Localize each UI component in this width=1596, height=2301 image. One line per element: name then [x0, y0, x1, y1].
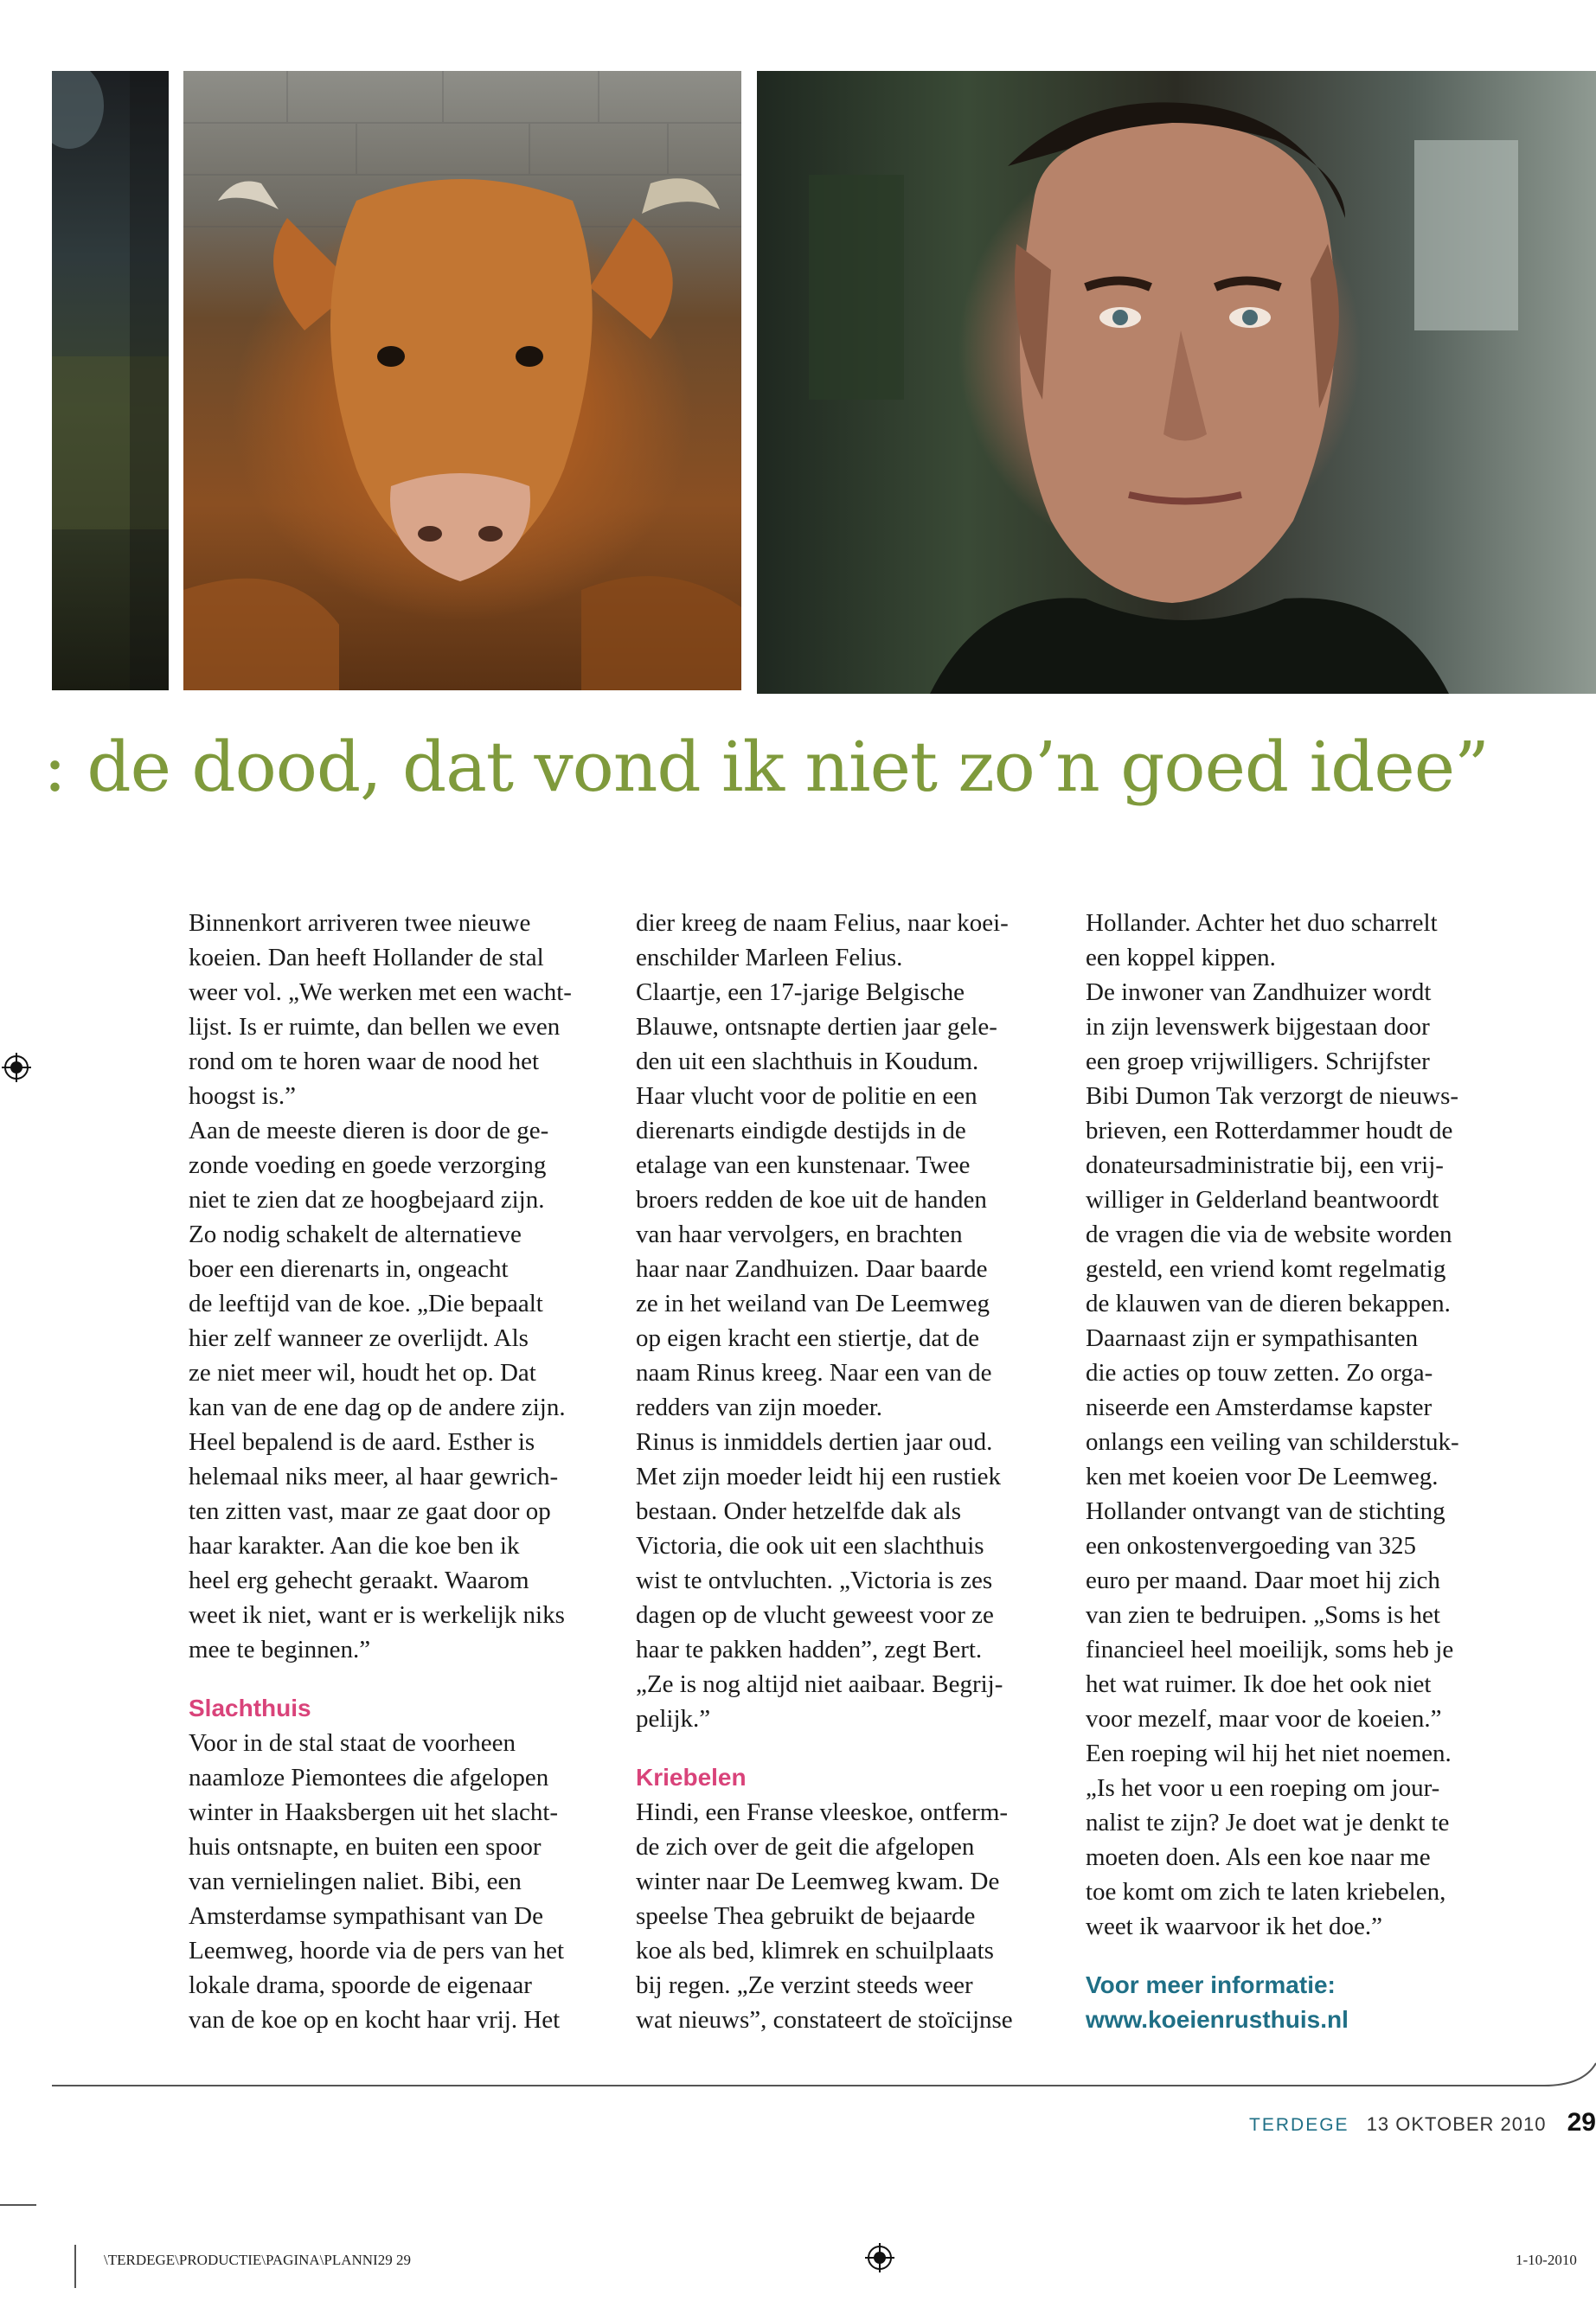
- body-line: kan van de ene dag op de andere zijn.: [189, 1394, 566, 1421]
- print-slug-path: \TERDEGE\PRODUCTIE\PAGINA\PLANNI29 29: [104, 2252, 411, 2268]
- body-line: van zien te bedruipen. „Soms is het: [1086, 1601, 1440, 1629]
- article-column-3: [1086, 906, 1509, 2037]
- body-line: dierenarts eindigde destijds in de: [636, 1117, 966, 1144]
- body-line: haar te pakken hadden”, zegt Bert.: [636, 1636, 983, 1663]
- body-line: de klauwen van de dieren bekappen.: [1086, 1290, 1451, 1317]
- photo-cow: [183, 71, 741, 690]
- body-line: speelse Thea gebruikt de bejaarde: [636, 1902, 976, 1930]
- body-line: ken met koeien voor De Leemweg.: [1086, 1463, 1439, 1490]
- body-line: onlangs een veiling van schilderstuk-: [1086, 1428, 1459, 1456]
- body-line: haar karakter. Aan die koe ben ik: [189, 1532, 520, 1560]
- body-line: nalist te zijn? Je doet wat je denkt te: [1086, 1809, 1450, 1836]
- article-column-1: [189, 906, 612, 2037]
- body-line: een onkostenvergoeding van 325: [1086, 1532, 1417, 1560]
- body-line: Amsterdamse sympathisant van De: [189, 1902, 543, 1930]
- headline: : de dood, dat vond ik niet zo’n goed idee”: [43, 727, 1489, 807]
- body-line: zonde voeding en goede verzorging: [189, 1151, 547, 1179]
- body-line: etalage van een kunstenaar. Twee: [636, 1151, 971, 1179]
- body-line: „Ze is nog altijd niet aaibaar. Begrij-: [636, 1670, 1003, 1698]
- body-line: rond om te horen waar de nood het: [189, 1048, 540, 1075]
- info-url: www.koeienrusthuis.nl: [1086, 2006, 1349, 2033]
- body-line: Claartje, een 17-jarige Belgische: [636, 978, 965, 1006]
- body-line: financieel heel moeilijk, soms heb je: [1086, 1636, 1454, 1663]
- body-line: toe komt om zich te laten kriebelen,: [1086, 1878, 1446, 1906]
- crop-mark-vertical: [74, 2245, 76, 2288]
- registration-mark-bottom-icon: [865, 2243, 894, 2272]
- body-line: mee te beginnen.”: [189, 1636, 371, 1663]
- body-line: de vragen die via de website worden: [1086, 1221, 1452, 1248]
- body-line: Daarnaast zijn er sympathisanten: [1086, 1324, 1419, 1352]
- body-line: op eigen kracht een stiertje, dat de: [636, 1324, 979, 1352]
- body-line: die acties op touw zetten. Zo orga-: [1086, 1359, 1433, 1387]
- body-line: Zo nodig schakelt de alternatieve: [189, 1221, 522, 1248]
- body-line: Blauwe, ontsnapte dertien jaar gele-: [636, 1013, 997, 1041]
- body-line: Heel bepalend is de aard. Esther is: [189, 1428, 535, 1456]
- body-line: Hollander ontvangt van de stichting: [1086, 1497, 1445, 1525]
- body-line: Met zijn moeder leidt hij een rustiek: [636, 1463, 1001, 1490]
- body-line: het wat ruimer. Ik doe het ook niet: [1086, 1670, 1432, 1698]
- footer-page-number: 29: [1567, 2108, 1596, 2137]
- subheading: Slachthuis: [189, 1695, 311, 1721]
- body-line: een koppel kippen.: [1086, 944, 1276, 971]
- body-line: donateursadministratie bij, een vrij-: [1086, 1151, 1444, 1179]
- body-line: williger in Gelderland beantwoordt: [1086, 1186, 1439, 1214]
- body-line: wist te ontvluchten. „Victoria is zes: [636, 1567, 993, 1594]
- body-line: lokale drama, spoorde de eigenaar: [189, 1971, 532, 1999]
- body-line: enschilder Marleen Felius.: [636, 944, 903, 971]
- body-line: heel erg gehecht geraakt. Waarom: [189, 1567, 529, 1594]
- body-line: Binnenkort arriveren twee nieuwe: [189, 909, 531, 937]
- body-line: helemaal niks meer, al haar gewrich-: [189, 1463, 559, 1490]
- body-line: naamloze Piemontees die afgelopen: [189, 1764, 549, 1791]
- body-line: voor mezelf, maar voor de koeien.”: [1086, 1705, 1442, 1733]
- body-line: gesteld, een vriend komt regelmatig: [1086, 1255, 1446, 1283]
- subheading: Kriebelen: [636, 1764, 747, 1791]
- body-line: de leeftijd van de koe. „Die bepaalt: [189, 1290, 543, 1317]
- body-line: koe als bed, klimrek en schuilplaats: [636, 1937, 994, 1965]
- body-line: van haar vervolgers, en brachten: [636, 1221, 963, 1248]
- body-line: dagen op de vlucht geweest voor ze: [636, 1601, 994, 1629]
- body-line: weer vol. „We werken met een wacht-: [189, 978, 572, 1006]
- body-line: Voor in de stal staat de voorheen: [189, 1729, 516, 1757]
- body-line: naam Rinus kreeg. Naar een van de: [636, 1359, 992, 1387]
- body-line: ten zitten vast, maar ze gaat door op: [189, 1497, 551, 1525]
- body-line: Een roeping wil hij het niet noemen.: [1086, 1740, 1452, 1767]
- body-line: De inwoner van Zandhuizer wordt: [1086, 978, 1432, 1006]
- body-line: in zijn levenswerk bijgestaan door: [1086, 1013, 1430, 1041]
- footer-issue-date: 13 OKTOBER 2010: [1366, 2113, 1547, 2135]
- body-line: koeien. Dan heeft Hollander de stal: [189, 944, 544, 971]
- body-line: moeten doen. Als een koe naar me: [1086, 1843, 1431, 1871]
- body-line: Aan de meeste dieren is door de ge-: [189, 1117, 549, 1144]
- body-line: boer een dierenarts in, ongeacht: [189, 1255, 509, 1283]
- body-line: Hindi, een Franse vleeskoe, ontferm-: [636, 1798, 1009, 1826]
- footer-magazine-name: TERDEGE: [1249, 2115, 1349, 2135]
- body-line: ze in het weiland van De Leemweg: [636, 1290, 990, 1317]
- print-slug-date: 1-10-2010: [1516, 2252, 1577, 2268]
- body-line: Haar vlucht voor de politie en een: [636, 1082, 977, 1110]
- registration-mark-left-icon: [2, 1053, 31, 1082]
- body-line: Bibi Dumon Tak verzorgt de nieuws-: [1086, 1082, 1459, 1110]
- body-line: hier zelf wanneer ze overlijdt. Als: [189, 1324, 529, 1352]
- photo-man-portrait: [757, 71, 1596, 694]
- body-line: euro per maand. Daar moet hij zich: [1086, 1567, 1440, 1594]
- article-column-2: [636, 906, 1060, 2037]
- page-frame-line: [52, 2059, 1596, 2093]
- body-line: dier kreeg de naam Felius, naar koei-: [636, 909, 1009, 937]
- body-line: niet te zien dat ze hoogbejaard zijn.: [189, 1186, 545, 1214]
- body-line: ze niet meer wil, houdt het op. Dat: [189, 1359, 536, 1387]
- body-line: Hollander. Achter het duo scharrelt: [1086, 909, 1438, 937]
- body-line: redders van zijn moeder.: [636, 1394, 883, 1421]
- body-line: van vernielingen naliet. Bibi, een: [189, 1868, 522, 1895]
- body-line: weet ik niet, want er is werkelijk niks: [189, 1601, 565, 1629]
- body-line: bestaan. Onder hetzelfde dak als: [636, 1497, 962, 1525]
- body-line: hoogst is.”: [189, 1082, 297, 1110]
- info-label: Voor meer informatie:: [1086, 1971, 1336, 1998]
- body-line: haar naar Zandhuizen. Daar baarde: [636, 1255, 988, 1283]
- body-line: wat nieuws”, constateert de stoïcijnse: [636, 2006, 1013, 2034]
- body-line: niseerde een Amsterdamse kapster: [1086, 1394, 1433, 1421]
- body-line: de zich over de geit die afgelopen: [636, 1833, 975, 1861]
- body-line: den uit een slachthuis in Koudum.: [636, 1048, 979, 1075]
- body-line: winter in Haaksbergen uit het slacht-: [189, 1798, 559, 1826]
- body-line: weet ik waarvoor ik het doe.”: [1086, 1913, 1383, 1940]
- body-line: „Is het voor u een roeping om jour-: [1086, 1774, 1440, 1802]
- body-line: een groep vrijwilligers. Schrijfster: [1086, 1048, 1430, 1075]
- body-line: winter naar De Leemweg kwam. De: [636, 1868, 1000, 1895]
- crop-mark-horizontal: [0, 2204, 36, 2206]
- body-line: pelijk.”: [636, 1705, 711, 1733]
- body-line: broers redden de koe uit de handen: [636, 1186, 987, 1214]
- page-footer: [1249, 2108, 1596, 2138]
- body-line: huis ontsnapte, en buiten een spoor: [189, 1833, 542, 1861]
- body-line: van de koe op en kocht haar vrij. Het: [189, 2006, 561, 2034]
- body-line: lijst. Is er ruimte, dan bellen we even: [189, 1013, 561, 1041]
- body-line: bij regen. „Ze verzint steeds weer: [636, 1971, 973, 1999]
- body-line: Victoria, die ook uit een slachthuis: [636, 1532, 984, 1560]
- body-line: brieven, een Rotterdammer houdt de: [1086, 1117, 1453, 1144]
- photo-left-partial: [52, 71, 169, 690]
- body-line: Rinus is inmiddels dertien jaar oud.: [636, 1428, 993, 1456]
- body-line: Leemweg, hoorde via de pers van het: [189, 1937, 565, 1965]
